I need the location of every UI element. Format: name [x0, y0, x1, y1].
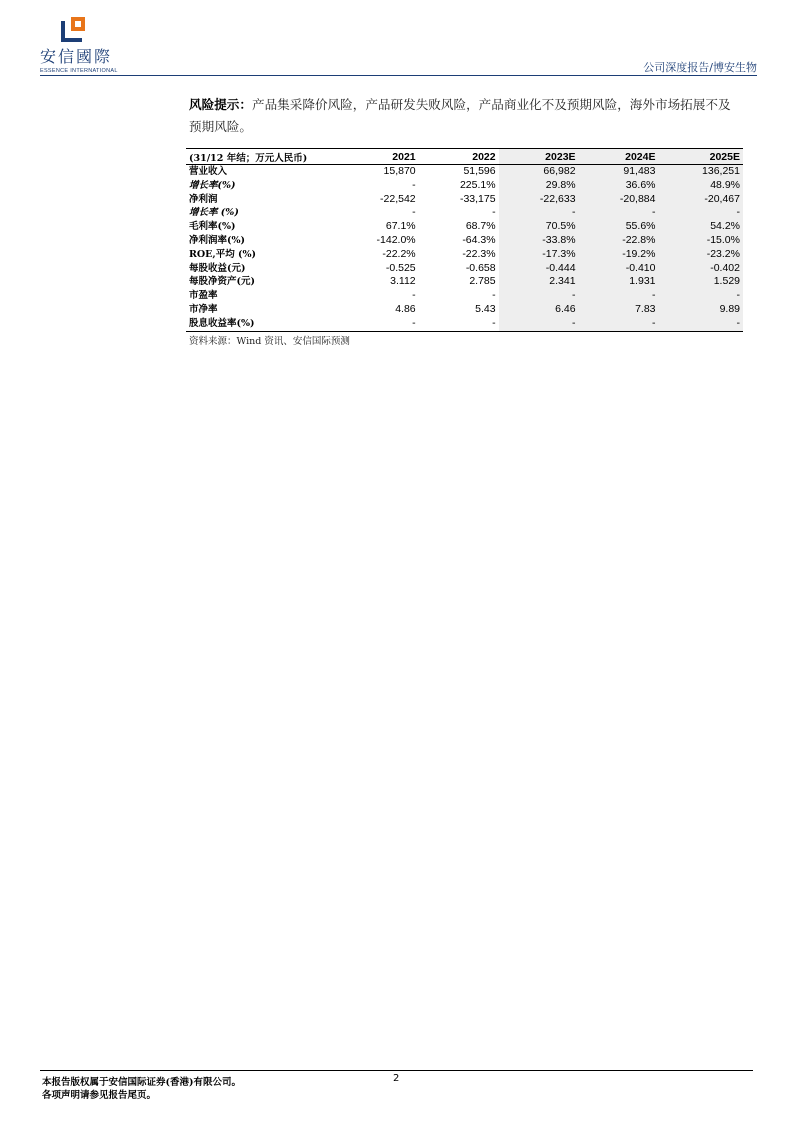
page-number: 2 — [393, 1073, 400, 1084]
financial-summary-table — [186, 148, 743, 332]
table-cell: -64.3% — [462, 233, 496, 246]
row-label: 净利润率(%) — [189, 234, 246, 246]
table-cell: -20,884 — [579, 193, 659, 207]
report-tag: 公司深度报告/博安生物 — [643, 61, 757, 74]
table-row — [186, 234, 743, 248]
table-cell: - — [492, 206, 496, 219]
table-cell: -0.658 — [465, 261, 496, 274]
table-row — [186, 206, 743, 220]
table-cell: 68.7% — [465, 220, 496, 233]
table-cell: 70.5% — [499, 220, 579, 234]
table-cell: 1.529 — [659, 275, 744, 289]
table-cell: 3.112 — [390, 275, 416, 288]
row-label: 每股收益(元) — [189, 262, 246, 274]
table-cell: 6.46 — [499, 303, 579, 317]
table-cell: - — [659, 289, 744, 303]
table-header-cell: 2024E — [579, 149, 659, 165]
copyright-notice: 本报告版权属于安信国际证券(香港)有限公司。 — [42, 1077, 241, 1088]
table-cell: -22.3% — [462, 247, 496, 260]
table-header-cell: 2023E — [499, 149, 579, 165]
table-header-cell: 2022 — [419, 149, 499, 165]
table-cell: 48.9% — [659, 179, 744, 193]
table-cell: 66,982 — [499, 165, 579, 179]
table-cell: - — [499, 206, 579, 220]
table-cell: 1.931 — [579, 275, 659, 289]
table-cell: -22,542 — [380, 192, 416, 205]
table-row — [186, 262, 743, 276]
table-cell: - — [659, 317, 744, 331]
table-cell: -33,175 — [459, 192, 496, 205]
table-cell: 4.86 — [395, 302, 416, 315]
table-cell: 5.43 — [475, 302, 496, 315]
table-row — [186, 289, 743, 303]
table-cell: 29.8% — [499, 179, 579, 193]
row-label: 股息收益率(%) — [186, 317, 332, 331]
table-cell: - — [412, 289, 416, 302]
table-cell: 36.6% — [579, 179, 659, 193]
row-label: ROE,平均 (%) — [189, 248, 257, 260]
row-label: 增长率(%) — [189, 179, 236, 191]
table-cell: - — [579, 317, 659, 331]
table-header-cell: 2025E — [659, 149, 744, 165]
table-cell: -20,467 — [659, 193, 744, 207]
table-row — [186, 303, 743, 317]
logo-mark-icon — [61, 16, 87, 42]
table-row — [186, 179, 743, 193]
table-cell: -19.2% — [579, 248, 659, 262]
row-label: 每股净资产(元) — [189, 276, 255, 288]
table-header-row — [186, 149, 743, 165]
table-cell: 55.6% — [579, 220, 659, 234]
row-label: 市盈率 — [189, 290, 218, 302]
table-cell: - — [492, 289, 496, 302]
table-cell: -0.410 — [579, 262, 659, 276]
company-logo — [40, 16, 120, 74]
table-cell: -33.8% — [499, 234, 579, 248]
table-cell: -15.0% — [659, 234, 744, 248]
table-cell: - — [579, 289, 659, 303]
table-row — [186, 165, 743, 179]
table-header-cell: (31/12 年结；万元人民币) — [186, 149, 332, 165]
table-cell: 67.1% — [385, 220, 416, 233]
table-cell: -142.0% — [376, 233, 416, 246]
table-cell: 15,870 — [383, 165, 416, 177]
table-cell: -0.525 — [385, 261, 416, 274]
table-row — [186, 193, 743, 207]
table-cell: 2.785 — [469, 275, 496, 288]
header-divider — [40, 75, 757, 76]
table-cell: -0.402 — [659, 262, 744, 276]
table-cell: 91,483 — [579, 165, 659, 179]
table-cell: - — [412, 178, 416, 191]
risk-label: 风险提示： — [189, 97, 252, 112]
table-cell: 136,251 — [659, 165, 744, 179]
risk-text: 产品集采降价风险，产品研发失败风险，产品商业化不及预期风险，海外市场拓展不及预期风险。 — [189, 97, 731, 134]
table-cell: 51,596 — [463, 165, 496, 177]
table-cell: - — [499, 317, 579, 331]
table-cell: - — [579, 206, 659, 220]
table-cell: -23.2% — [659, 248, 744, 262]
logo-chinese-name: 安信國際 — [40, 47, 113, 66]
table-header-cell: 2021 — [332, 149, 419, 165]
table-cell: - — [499, 289, 579, 303]
table-cell: -17.3% — [499, 248, 579, 262]
table-cell: - — [412, 206, 416, 219]
row-label: 市净率 — [189, 303, 218, 315]
logo-english-name: ESSENCE INTERNATIONAL — [40, 68, 118, 74]
risk-warning — [189, 94, 743, 138]
table-cell: -0.444 — [499, 262, 579, 276]
disclaimer-notice: 各项声明请参见报告尾页。 — [42, 1090, 157, 1101]
table-row — [186, 317, 743, 331]
row-label: 毛利率(%) — [189, 221, 236, 233]
table-cell: -22.8% — [579, 234, 659, 248]
table-row — [186, 220, 743, 234]
table-row — [186, 248, 743, 262]
table-cell: 2.341 — [499, 275, 579, 289]
table-cell: 9.89 — [659, 303, 744, 317]
data-source-note: 资料来源：Wind 资讯、安信国际预测 — [189, 336, 350, 347]
row-label: 净利润 — [189, 193, 218, 205]
footer-divider — [40, 1070, 753, 1071]
table-cell: - — [659, 206, 744, 220]
table-row — [186, 275, 743, 289]
table-cell: -22.2% — [382, 247, 416, 260]
table-cell: 225.1% — [459, 178, 496, 191]
row-label: 营业收入 — [189, 166, 228, 177]
table-cell: 7.83 — [579, 303, 659, 317]
row-label: 增长率 (%) — [189, 207, 239, 219]
table-cell: - — [419, 317, 499, 331]
table-cell: 54.2% — [659, 220, 744, 234]
table-cell: -22,633 — [499, 193, 579, 207]
table-cell: - — [332, 317, 419, 331]
